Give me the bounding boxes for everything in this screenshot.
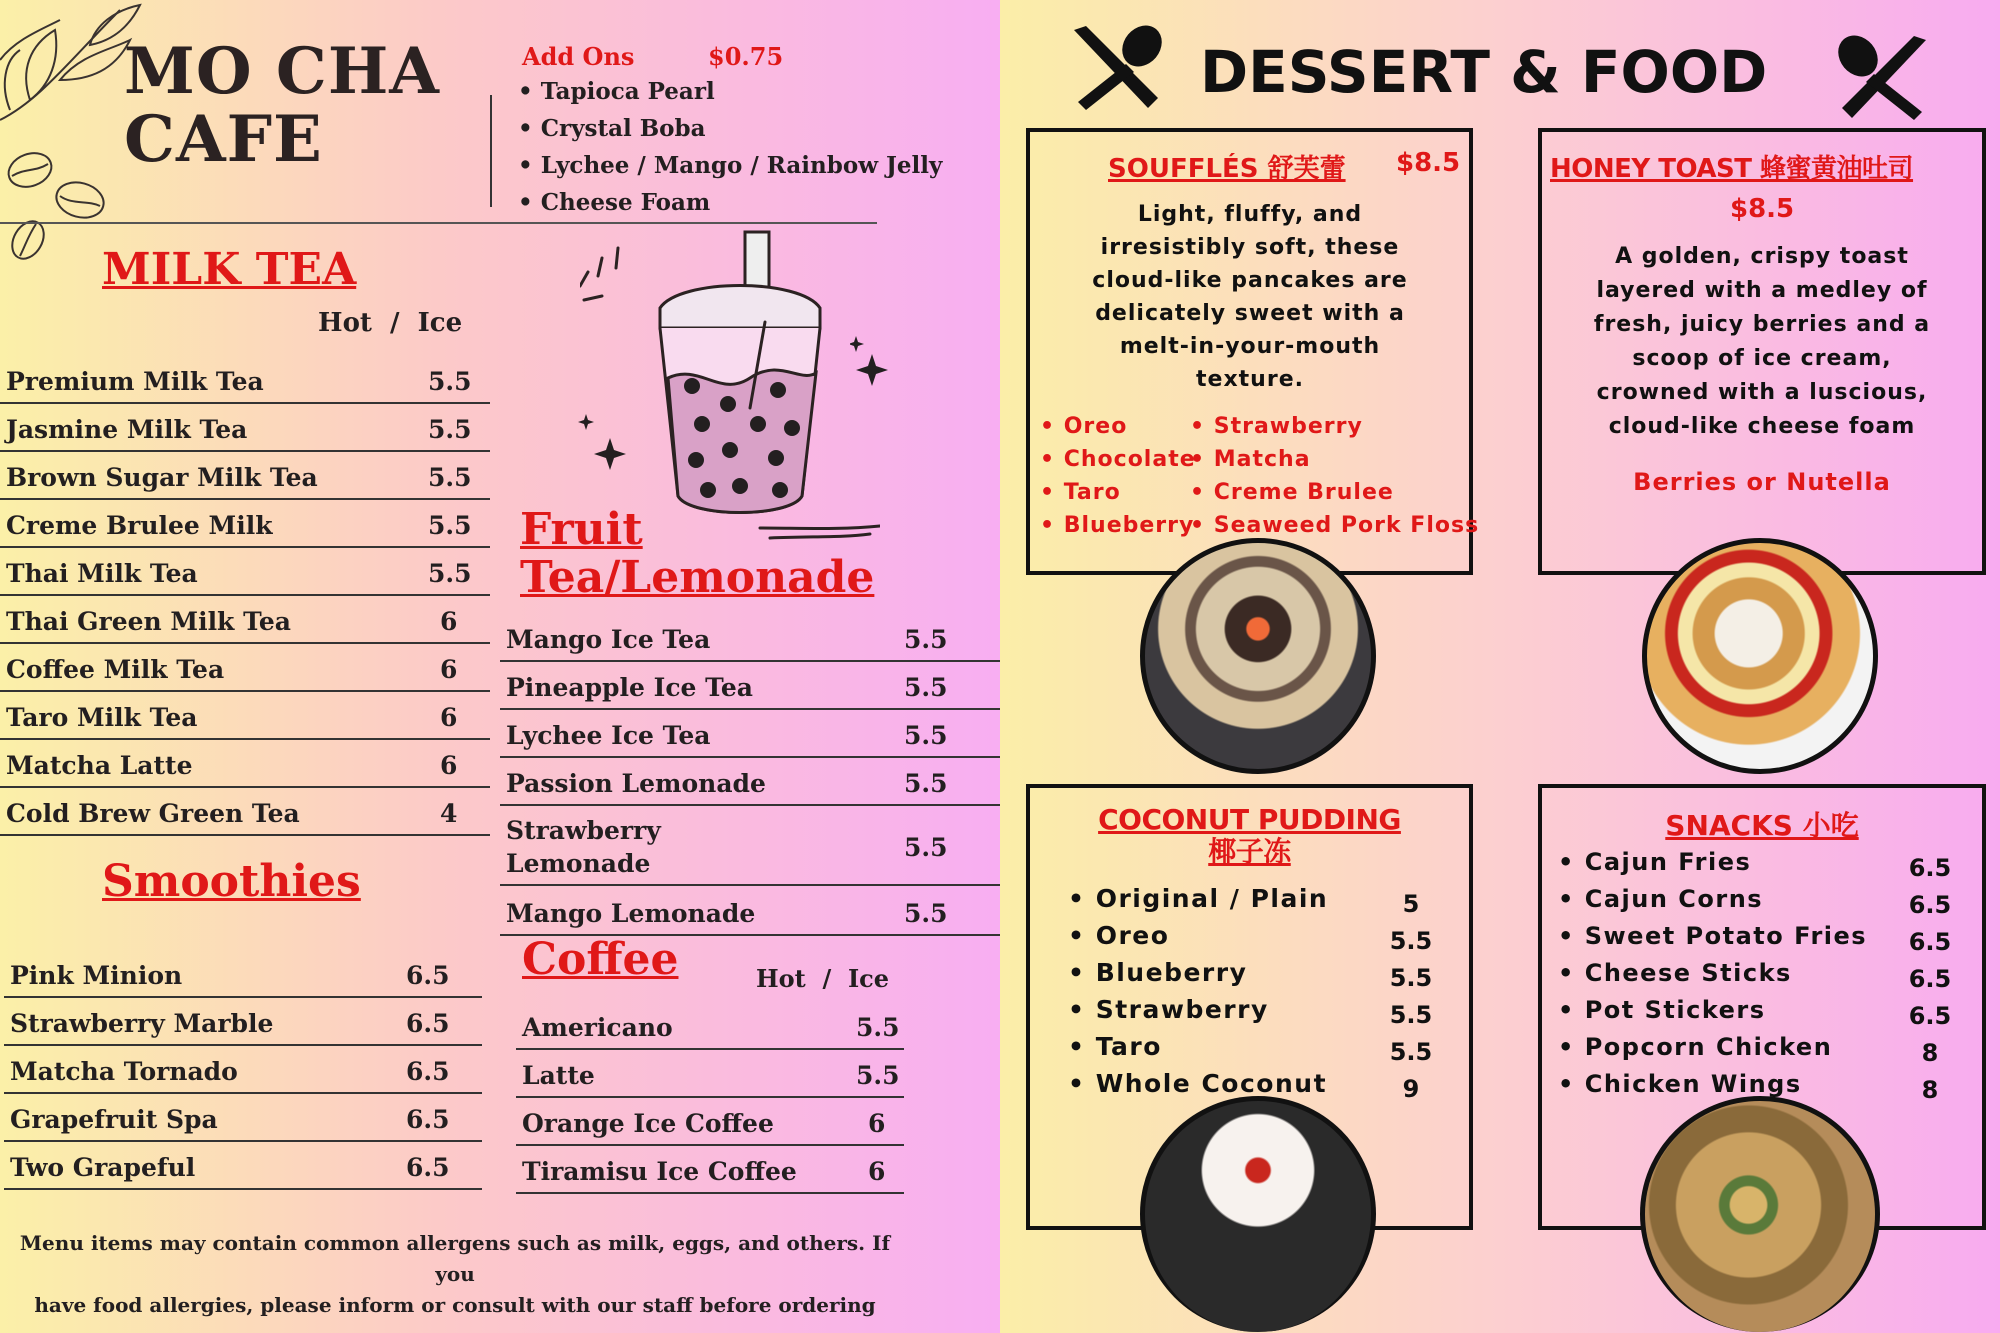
list-item: • Seaweed Pork Floss — [1190, 513, 1480, 538]
list-item: • Sweet Potato Fries — [1558, 922, 1868, 950]
table-row: Mango Ice Tea 5.5 — [500, 612, 1000, 662]
honey-toast-photo — [1642, 538, 1878, 774]
souffle-description: Light, fluffy, and irresistibly soft, these cloud-like pancakes are delicately sweet with a melt-in-your-mouth texture. — [1092, 202, 1408, 392]
table-row: Thai Green Milk Tea 6 — [0, 594, 490, 644]
table-row: Strawberry Lemonade 5.5 — [500, 804, 1000, 886]
souffle-flavors-left — [1040, 410, 1196, 542]
honey-toast-option: Berries or Nutella — [1633, 468, 1891, 496]
coffee-hot-ice: Hot / Ice — [756, 964, 890, 993]
table-row: Taro Milk Tea 6 — [0, 690, 490, 740]
coconut-pudding-prices: 5 5.5 5.5 5.5 5.5 9 — [1389, 890, 1433, 1103]
sparkle-icon — [576, 408, 626, 478]
fork-knife-icon — [1836, 34, 1932, 122]
souffle-photo — [1140, 538, 1376, 774]
list-item: • Chocolate — [1040, 447, 1196, 472]
cafe-name-line2: CAFE — [124, 102, 323, 177]
table-row: Mango Lemonade 5.5 — [500, 886, 1000, 936]
honey-toast-title: HONEY TOAST 蜂蜜黄油吐司 — [1550, 154, 1914, 184]
list-item: • Matcha — [1190, 447, 1311, 472]
coffee-heading: Coffee — [522, 934, 679, 985]
table-row: Pink Minion 6.5 — [4, 948, 482, 998]
smoothies-heading: Smoothies — [102, 856, 361, 907]
list-item: • Cajun Fries — [1558, 848, 1752, 876]
coconut-pudding-photo — [1140, 1096, 1376, 1332]
list-item: • Whole Coconut — [1068, 1069, 1328, 1098]
honey-toast-description: A golden, crispy toast layered with a medley of fresh, juicy berries and a scoop of ice cream, crowned with a luscious, cloud-like cheese foam — [1593, 244, 1931, 439]
milk-tea-hot-ice: Hot / Ice — [318, 308, 463, 338]
header-divider — [0, 222, 877, 224]
table-row: Passion Lemonade 5.5 — [500, 756, 1000, 806]
snacks-title: SNACKS 小吃 — [1665, 809, 1859, 842]
table-row: Lychee Ice Tea 5.5 — [500, 708, 1000, 758]
fruit-tea-heading-line1: Fruit — [520, 504, 643, 555]
table-row: Pineapple Ice Tea 5.5 — [500, 660, 1000, 710]
list-item: • Strawberry — [1068, 995, 1269, 1024]
boba-cup-icon — [580, 228, 880, 548]
list-item: • Pot Stickers — [1558, 996, 1766, 1024]
addons-label: Add Ons — [522, 42, 635, 71]
list-item: • Taro — [1068, 1032, 1162, 1061]
table-row: Coffee Milk Tea 6 — [0, 642, 490, 692]
snacks-list — [1558, 844, 1867, 1103]
coconut-pudding-title: COCONUT PUDDING 椰子冻 — [1098, 803, 1401, 868]
snacks-photo — [1640, 1096, 1880, 1332]
table-row: Grapefruit Spa 6.5 — [4, 1092, 482, 1142]
sparkle-icon — [850, 330, 890, 400]
table-row: Americano 5.5 — [516, 1000, 904, 1050]
table-row: Creme Brulee Milk 5.5 — [0, 498, 490, 548]
list-item: • Blueberry — [1040, 513, 1195, 538]
cafe-name-line1: MO CHA — [124, 34, 440, 109]
table-row: Cold Brew Green Tea 4 — [0, 786, 490, 836]
table-row: Orange Ice Coffee 6 — [516, 1096, 904, 1146]
addons-price: $0.75 — [708, 42, 784, 71]
dessert-page — [1000, 0, 2000, 1333]
snacks-prices: 6.5 6.5 6.5 6.5 6.5 8 8 — [1908, 854, 1952, 1104]
addon-divider — [490, 95, 492, 207]
fruit-tea-heading-line2: Tea/Lemonade — [520, 552, 875, 603]
table-row: Premium Milk Tea 5.5 — [0, 354, 490, 404]
souffle-flavors-right — [1190, 410, 1479, 542]
list-item: • Popcorn Chicken — [1558, 1033, 1833, 1061]
table-row: Two Grapeful 6.5 — [4, 1140, 482, 1190]
coffee-bean-icon — [4, 147, 108, 264]
table-row: Matcha Latte 6 — [0, 738, 490, 788]
fruit-tea-heading — [520, 506, 874, 602]
milk-tea-heading: MILK TEA — [102, 244, 357, 295]
honey-toast-price: $8.5 — [1730, 194, 1795, 224]
list-item: • Taro — [1040, 480, 1121, 505]
table-row: Brown Sugar Milk Tea 5.5 — [0, 450, 490, 500]
list-item: • Oreo — [1040, 414, 1128, 439]
list-item: • Cheese Foam — [518, 189, 711, 216]
list-item: • Strawberry — [1190, 414, 1363, 439]
addons-list — [518, 78, 942, 226]
list-item: • Crystal Boba — [518, 115, 706, 142]
table-row: Thai Milk Tea 5.5 — [0, 546, 490, 596]
list-item: • Blueberry — [1068, 958, 1248, 987]
list-item: • Tapioca Pearl — [518, 78, 715, 105]
table-row: Tiramisu Ice Coffee 6 — [516, 1144, 904, 1194]
list-item: • Original / Plain — [1068, 884, 1329, 913]
table-row: Strawberry Marble 6.5 — [4, 996, 482, 1046]
table-row: Matcha Tornado 6.5 — [4, 1044, 482, 1094]
list-item: • Cheese Sticks — [1558, 959, 1792, 987]
souffle-price: $8.5 — [1396, 148, 1461, 178]
fork-knife-icon — [1068, 24, 1164, 112]
list-item: • Oreo — [1068, 921, 1170, 950]
list-item: • Lychee / Mango / Rainbow Jelly — [518, 152, 943, 179]
coconut-pudding-list — [1068, 880, 1328, 1102]
table-row: Latte 5.5 — [516, 1048, 904, 1098]
allergy-note: Menu items may contain common allergens such as milk, eggs, and others. If you have food allergies, please inform or consult with our staff before ordering — [19, 1231, 891, 1317]
dessert-heading: DESSERT & FOOD — [1200, 38, 1768, 106]
table-row: Jasmine Milk Tea 5.5 — [0, 402, 490, 452]
list-item: • Chicken Wings — [1558, 1070, 1802, 1098]
list-item: • Cajun Corns — [1558, 885, 1764, 913]
list-item: • Creme Brulee — [1190, 480, 1394, 505]
souffle-title: SOUFFLÉS 舒芙蕾 — [1108, 154, 1346, 184]
